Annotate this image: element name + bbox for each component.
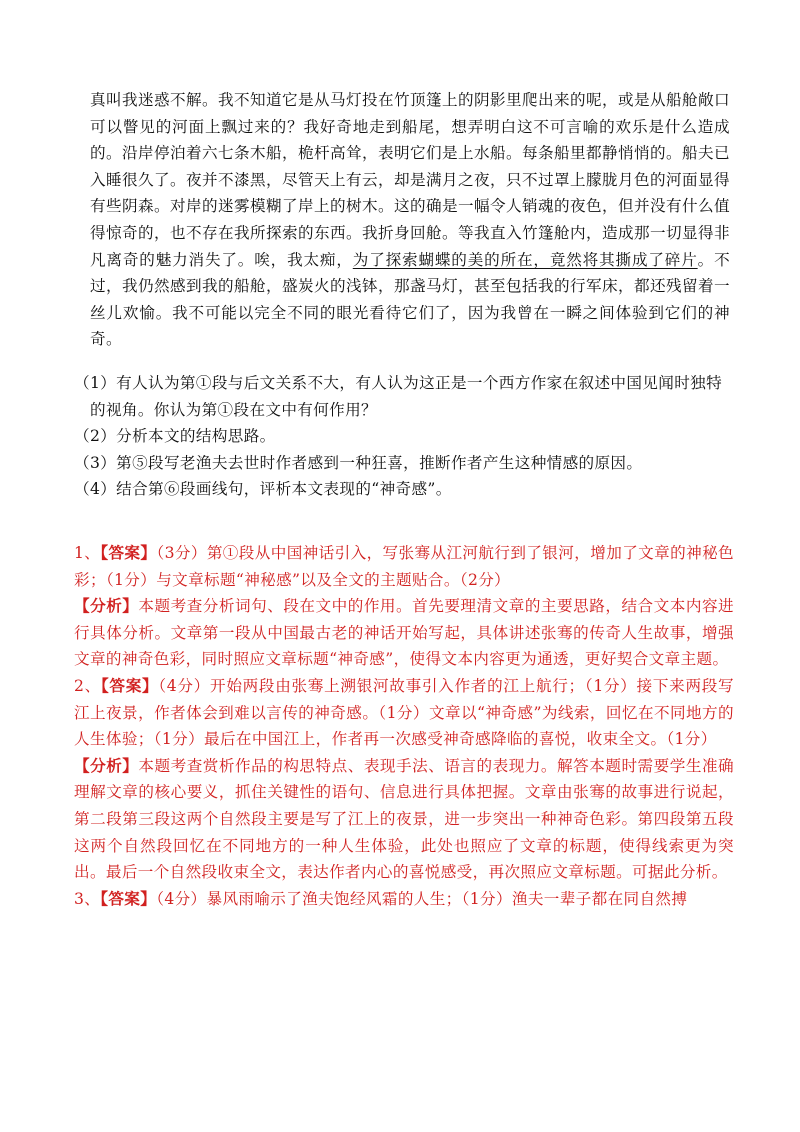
passage-paragraph: [90, 87, 730, 353]
answer-2: [74, 673, 734, 753]
answer-number: 2、: [74, 676, 101, 695]
answer-text: （3分）第①段从中国神话引入，写张骞从江河航行到了银河，增加了文章的神秘色彩；（1分）与文章标题“神秘感”以及全文的主题贴合。（2分）: [74, 544, 734, 589]
analysis-text: 本题考查分析词句、段在文中的作用。首先要理清文章的主要思路，结合文本内容进行具体分析。文章第一段从中国最古老的神话开始写起，具体讲述张骞的传奇人生故事，增强文章的神奇色彩，同时照应文章标题“神奇感”，使得文本内容更为通透，更好契合文章主题。: [74, 597, 734, 669]
answer-3: [74, 886, 734, 913]
analysis-tag: 【分析】: [74, 596, 139, 616]
analysis-1: [74, 593, 734, 673]
question-list: [74, 370, 734, 503]
answer-text: （4分）暴风雨喻示了渔夫饱经风霜的人生；（1分）渔夫一辈子都在同自然搏: [156, 889, 688, 908]
answer-section: [74, 540, 734, 912]
answer-tag: 【答案】: [100, 888, 157, 908]
question-4: （4）结合第⑥段画线句，评析本文表现的“神奇感”。: [74, 480, 452, 499]
answer-1: [74, 540, 734, 593]
answer-tag: 【答案】: [100, 675, 159, 695]
answer-tag: 【答案】: [100, 543, 157, 562]
answer-text: （4分）开始两段由张骞上溯银河故事引入作者的江上航行；（1分）接下来两段写江上夜景，作者体会到难以言传的神奇感。（1分）文章以“神奇感”为线索，回忆在不同地方的人生体验；（1分）最后在中国江上，作者再一次感受神奇感降临的喜悦，收束全文。（1分）: [74, 676, 734, 749]
question-1: （1）有人认为第①段与后文关系不大，有人认为这正是一个西方作家在叙述中国见闻时独特的视角。你认为第①段在文中有何作用？: [74, 374, 723, 419]
answer-number: 1、: [74, 544, 101, 562]
analysis-2: [74, 753, 734, 886]
passage-text-before: 真叫我迷惑不解。我不知道它是从马灯投在竹顶篷上的阴影里爬出来的呢，或是从船舱敞口可以瞥见的河面上飘过来的？我好奇地走到船尾，想弄明白这不可言喻的欢乐是什么造成的。沿岸停泊着六七条木船，桅杆高耸，表明它们是上水船。每条船里都静悄悄的。船夫已入睡很久了。夜并不漆黑，尽管天上有云，却是满月之夜，只不过罩上朦胧月色的河面显得有些阴森。对岸的迷雾模糊了岸上的树木。这的确是一幅令人销魂的夜色，但并没有什么值得惊奇的，也不存在我所探索的东西。我折身回舱。等我直入竹篷舱内，造成那一切显得非凡离奇的魅力消失了。唉，我太痴，: [90, 91, 730, 269]
answer-number: 3、: [74, 889, 101, 908]
question-3: （3）第⑤段写老渔夫去世时作者感到一种狂喜，推断作者产生这种情感的原因。: [74, 453, 643, 472]
analysis-text: 本题考查赏析作品的构思特点、表现手法、语言的表现力。解答本题时需要学生准确理解文章的核心要义，抓住关键性的语句、信息进行具体把握。文章由张骞的故事进行说起，第二段第三段这两个自然段主要是写了江上的夜景，进一步突出一种神奇色彩。第四段第五段这两个自然段回忆在不同地方的一种人生体验，此处也照应了文章的标题，使得线索更为突出。最后一个自然段收束全文，表达作者内心的喜悦感受，再次照应文章标题。可据此分析。: [74, 756, 734, 882]
passage-text-after: 。不过，我仍然感到我的船舱，盛炭火的浅钵，那盏马灯，甚至包括我的行军床，都还残留着一丝儿欢愉。我不可能以完全不同的眼光看待它们了，因为我曾在一瞬之间体验到它们的神奇。: [90, 250, 731, 349]
underlined-sentence: 为了探索蝴蝶的美的所在，竟然将其撕成了碎片: [352, 250, 698, 269]
question-2: （2）分析本文的结构思路。: [74, 427, 276, 446]
analysis-tag: 【分析】: [74, 755, 139, 775]
